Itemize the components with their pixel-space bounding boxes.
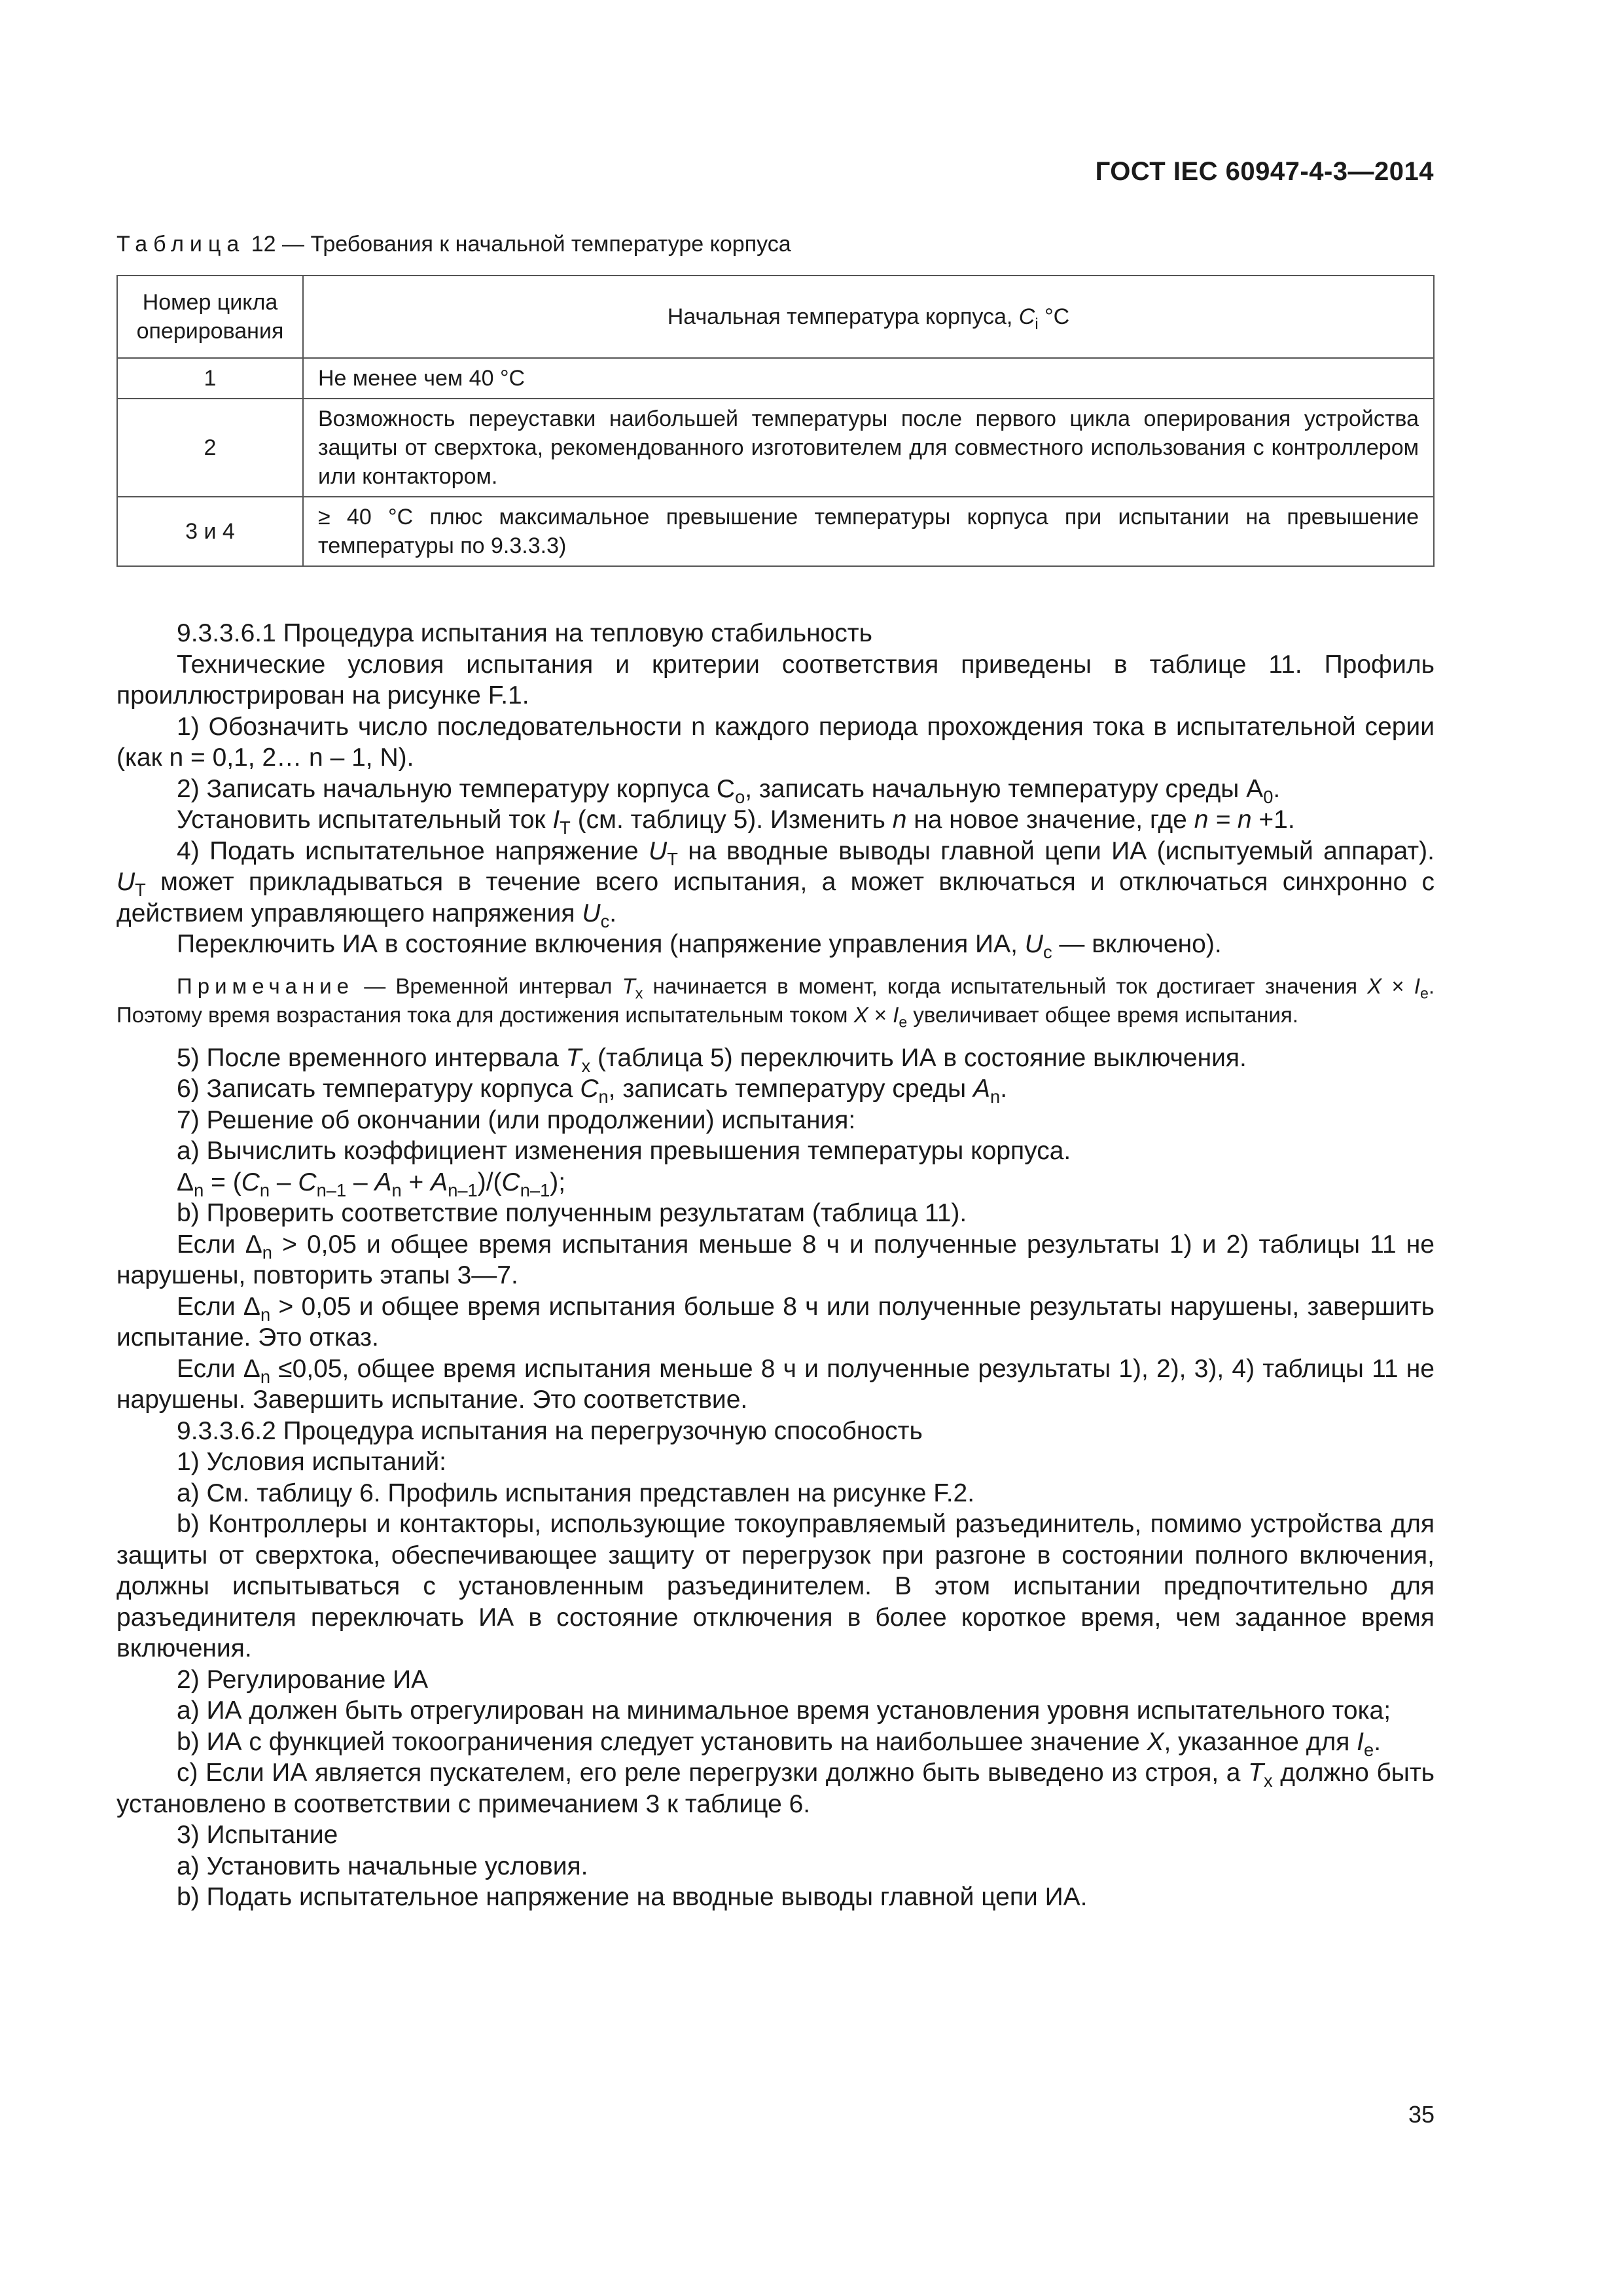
subscript: c <box>1043 941 1052 962</box>
page-number: 35 <box>1408 2101 1435 2128</box>
subscript: e <box>1364 1739 1374 1760</box>
text-run: + <box>401 1168 431 1196</box>
table-row <box>117 399 1434 497</box>
subscript: x <box>581 1055 591 1076</box>
text-run: 2) Записать начальную температуру корпуса C <box>177 774 736 803</box>
symbol: X <box>1147 1727 1164 1756</box>
paragraph <box>116 1727 1435 1758</box>
text-run: )/( <box>477 1168 502 1196</box>
column-header-cycle: Номер цикла оперирования <box>117 276 303 358</box>
subscript: n <box>262 1242 272 1263</box>
subscript: n <box>598 1086 609 1107</box>
subscript: n <box>259 1179 270 1200</box>
symbol: I <box>1357 1727 1364 1756</box>
text-run: > 0,05 и общее время испытания больше 8 ч или полученные результаты нарушены, завершить испытание. Это отказ. <box>116 1292 1435 1352</box>
subscript: n <box>391 1179 402 1200</box>
paragraph <box>116 1073 1435 1105</box>
subscript: n–1 <box>316 1179 347 1200</box>
symbol: T <box>565 1043 582 1072</box>
text-run: начинается в момент, когда испытательный ток достигает значения <box>643 973 1368 998</box>
subscript: n <box>990 1086 1001 1107</box>
text-run: 5) После временного интервала <box>177 1043 566 1072</box>
symbol: A <box>374 1168 392 1196</box>
subscript: n–1 <box>448 1179 478 1200</box>
formula <box>116 1167 1435 1198</box>
table-row <box>117 497 1434 566</box>
note <box>116 972 1435 1030</box>
text-run: c) Если ИА является пускателем, его реле перегрузки должно быть выведено из строя, а <box>177 1759 1249 1787</box>
text-run: Если Δ <box>177 1230 262 1259</box>
cell-cycle: 3 и 4 <box>117 497 303 566</box>
unit-celsius: °C <box>1038 304 1070 329</box>
text-run: Установить испытательный ток <box>177 806 553 834</box>
symbol: T <box>622 973 635 998</box>
paragraph <box>116 1354 1435 1416</box>
cell-temperature: Возможность переуставки наибольшей температуры после первого цикла оперирования устройства защиты от сверхтока, рекомендованного изготовителем для совместного использования с контроллером или контактором. <box>303 399 1434 497</box>
cell-temperature: ≥ 40 °С плюс максимальное превышение температуры корпуса при испытании на превышение температуры по 9.3.3.3) <box>303 497 1434 566</box>
text-run: (таблица 5) переключить ИА в состояние выключения. <box>590 1043 1247 1072</box>
paragraph: b) Подать испытательное напряжение на вводные выводы главной цепи ИА. <box>177 1883 1088 1911</box>
table-caption <box>116 232 791 257</box>
text-run: должно быть установлено в соответствии с примечанием 3 к таблице 6. <box>116 1759 1435 1818</box>
paragraph <box>116 774 1435 805</box>
paragraph <box>116 1757 1435 1820</box>
body-text <box>116 618 1435 1913</box>
text-run: × <box>1382 973 1414 998</box>
text-run: Переключить ИА в состояние включения (напряжение управления ИА, <box>177 930 1025 958</box>
column-header-temperature <box>303 276 1434 358</box>
text-run: × <box>868 1002 893 1027</box>
symbol: U <box>649 836 668 865</box>
text-run: — включено). <box>1052 930 1222 958</box>
symbol: I <box>552 806 560 834</box>
paragraph: a) См. таблицу 6. Профиль испытания представлен на рисунке F.2. <box>177 1479 975 1507</box>
paragraph: b) Контроллеры и контакторы, использующие токоуправляемый разъединитель, помимо устройства для защиты от сверхтока, обеспечивающее защиту от перегрузок при разгоне в состоянии полного включения, должны испытываться с установленным разъединителем. В этом испытании предпочтительно для разъединителя переключать ИА в состояние отключения в более короткое время, чем заданное время включения. <box>116 1510 1435 1662</box>
text-run: на вводные выводы главной цепи ИА (испытуемый аппарат). <box>677 836 1435 865</box>
symbol: I <box>1414 973 1420 998</box>
paragraph <box>116 1291 1435 1354</box>
symbol: X <box>853 1002 868 1027</box>
subscript: c <box>600 910 610 931</box>
text-run: увеличивает общее время испытания. <box>907 1002 1298 1027</box>
symbol: U <box>116 868 135 896</box>
text-run: – <box>346 1168 375 1196</box>
symbol: U <box>1024 930 1043 958</box>
paragraph: 7) Решение об окончании (или продолжении) испытания: <box>177 1105 856 1134</box>
symbol: C <box>241 1168 260 1196</box>
paragraph <box>116 1043 1435 1074</box>
subscript: x <box>635 984 643 1002</box>
table-caption-text: 12 — Требования к начальной температуре корпуса <box>245 232 791 257</box>
table-header-row <box>117 276 1434 358</box>
text-run: Если Δ <box>177 1292 260 1321</box>
subscript: n <box>260 1366 271 1387</box>
subscript: n <box>260 1304 271 1325</box>
subscript: n–1 <box>520 1179 550 1200</box>
symbol: A <box>973 1075 991 1103</box>
subscript: e <box>899 1013 908 1031</box>
subscript: n <box>194 1179 204 1200</box>
text-run: (см. таблицу 5). Изменить <box>570 806 893 834</box>
symbol: U <box>582 899 601 927</box>
symbol: C <box>298 1168 317 1196</box>
text-run: ); <box>550 1168 566 1196</box>
paragraph: a) Вычислить коэффициент изменения превышения температуры корпуса. <box>177 1137 1071 1165</box>
case-temperature-table <box>116 275 1435 567</box>
subscript: x <box>1263 1770 1273 1791</box>
column-header-temperature-text: Начальная температура корпуса, <box>667 304 1019 329</box>
text-run: , записать температуру среды <box>608 1075 974 1103</box>
text-run: . Поэтому время возрастания тока для достижения испытательным током <box>116 973 1435 1027</box>
text-run: b) ИА с функцией токоограничения следует установить на наибольшее значение <box>177 1727 1147 1756</box>
paragraph: a) ИА должен быть отрегулирован на минимальное время установления уровня испытательного тока; <box>177 1696 1391 1725</box>
paragraph: 1) Обозначить число последовательности n каждого периода прохождения тока в испытательной серии (как n = 0,1, 2… n – 1, N). <box>116 712 1435 772</box>
paragraph <box>116 804 1435 836</box>
symbol: C <box>501 1168 520 1196</box>
paragraph <box>116 929 1435 960</box>
symbol: n <box>892 806 907 834</box>
paragraph: b) Проверить соответствие полученным результатам (таблица 11). <box>177 1199 967 1227</box>
paragraph: 3) Испытание <box>177 1821 338 1849</box>
subscript: T <box>560 817 571 838</box>
section-heading: 9.3.3.6.1 Процедура испытания на тепловую стабильность <box>177 619 872 647</box>
text-run: 6) Записать температуру корпуса <box>177 1075 580 1103</box>
note-label: Примечание <box>177 973 355 998</box>
paragraph: 1) Условия испытаний: <box>177 1448 447 1476</box>
text-run: – <box>270 1168 298 1196</box>
symbol: n = n <box>1194 806 1252 834</box>
symbol-c: C <box>1018 304 1035 329</box>
text-run: — Временной интервал <box>354 973 622 998</box>
table-row <box>117 358 1434 399</box>
text-run: 4) Подать испытательное напряжение <box>177 836 649 865</box>
subscript: 0 <box>1263 786 1274 807</box>
text-run: может прикладываться в течение всего испытания, а может включаться и отключаться синхронно с действием управляющего напряжения <box>116 868 1435 927</box>
text-run: Если Δ <box>177 1354 260 1383</box>
subscript: T <box>135 879 146 900</box>
paragraph: a) Установить начальные условия. <box>177 1852 588 1880</box>
cell-cycle: 1 <box>117 358 303 399</box>
subscript-i: i <box>1035 315 1039 333</box>
text-run: . <box>1374 1727 1382 1756</box>
document-number-header: ГОСТ IEC 60947-4-3—2014 <box>1095 157 1434 186</box>
symbol: A <box>431 1168 448 1196</box>
text-run: . <box>1273 774 1281 803</box>
text-run: ≤0,05, общее время испытания меньше 8 ч и полученные результаты 1), 2), 3), 4) таблицы 11 не нарушены. Завершить испытание. Это соответствие. <box>116 1354 1435 1414</box>
section-heading: 9.3.3.6.2 Процедура испытания на перегрузочную способность <box>177 1416 923 1445</box>
table-caption-word: Таблица <box>116 232 245 257</box>
symbol: I <box>893 1002 899 1027</box>
cell-temperature: Не менее чем 40 °С <box>303 358 1434 399</box>
paragraph <box>116 1229 1435 1291</box>
symbol: X <box>1367 973 1382 998</box>
text-run: на новое значение, где <box>906 806 1194 834</box>
cell-cycle: 2 <box>117 399 303 497</box>
text-run: , записать начальную температуру среды A <box>745 774 1264 803</box>
delta-symbol: Δ <box>177 1168 194 1196</box>
paragraph: 2) Регулирование ИА <box>177 1665 429 1694</box>
text-run: > 0,05 и общее время испытания меньше 8 ч и полученные результаты 1) и 2) таблицы 11 не нарушены, повторить этапы 3—7. <box>116 1230 1435 1289</box>
paragraph: Технические условия испытания и критерии соответствия приведены в таблице 11. Профиль проиллюстрирован на рисунке F.1. <box>116 650 1435 709</box>
paragraph <box>116 836 1435 929</box>
symbol: C <box>580 1075 599 1103</box>
subscript: o <box>735 786 745 807</box>
text-run: . <box>609 899 617 927</box>
text-run: = ( <box>204 1168 241 1196</box>
text-run: . <box>1000 1075 1008 1103</box>
text-run: , указанное для <box>1164 1727 1357 1756</box>
subscript: T <box>667 848 678 869</box>
symbol: T <box>1248 1759 1264 1787</box>
text-run: +1. <box>1251 806 1295 834</box>
subscript: e <box>1420 984 1429 1002</box>
